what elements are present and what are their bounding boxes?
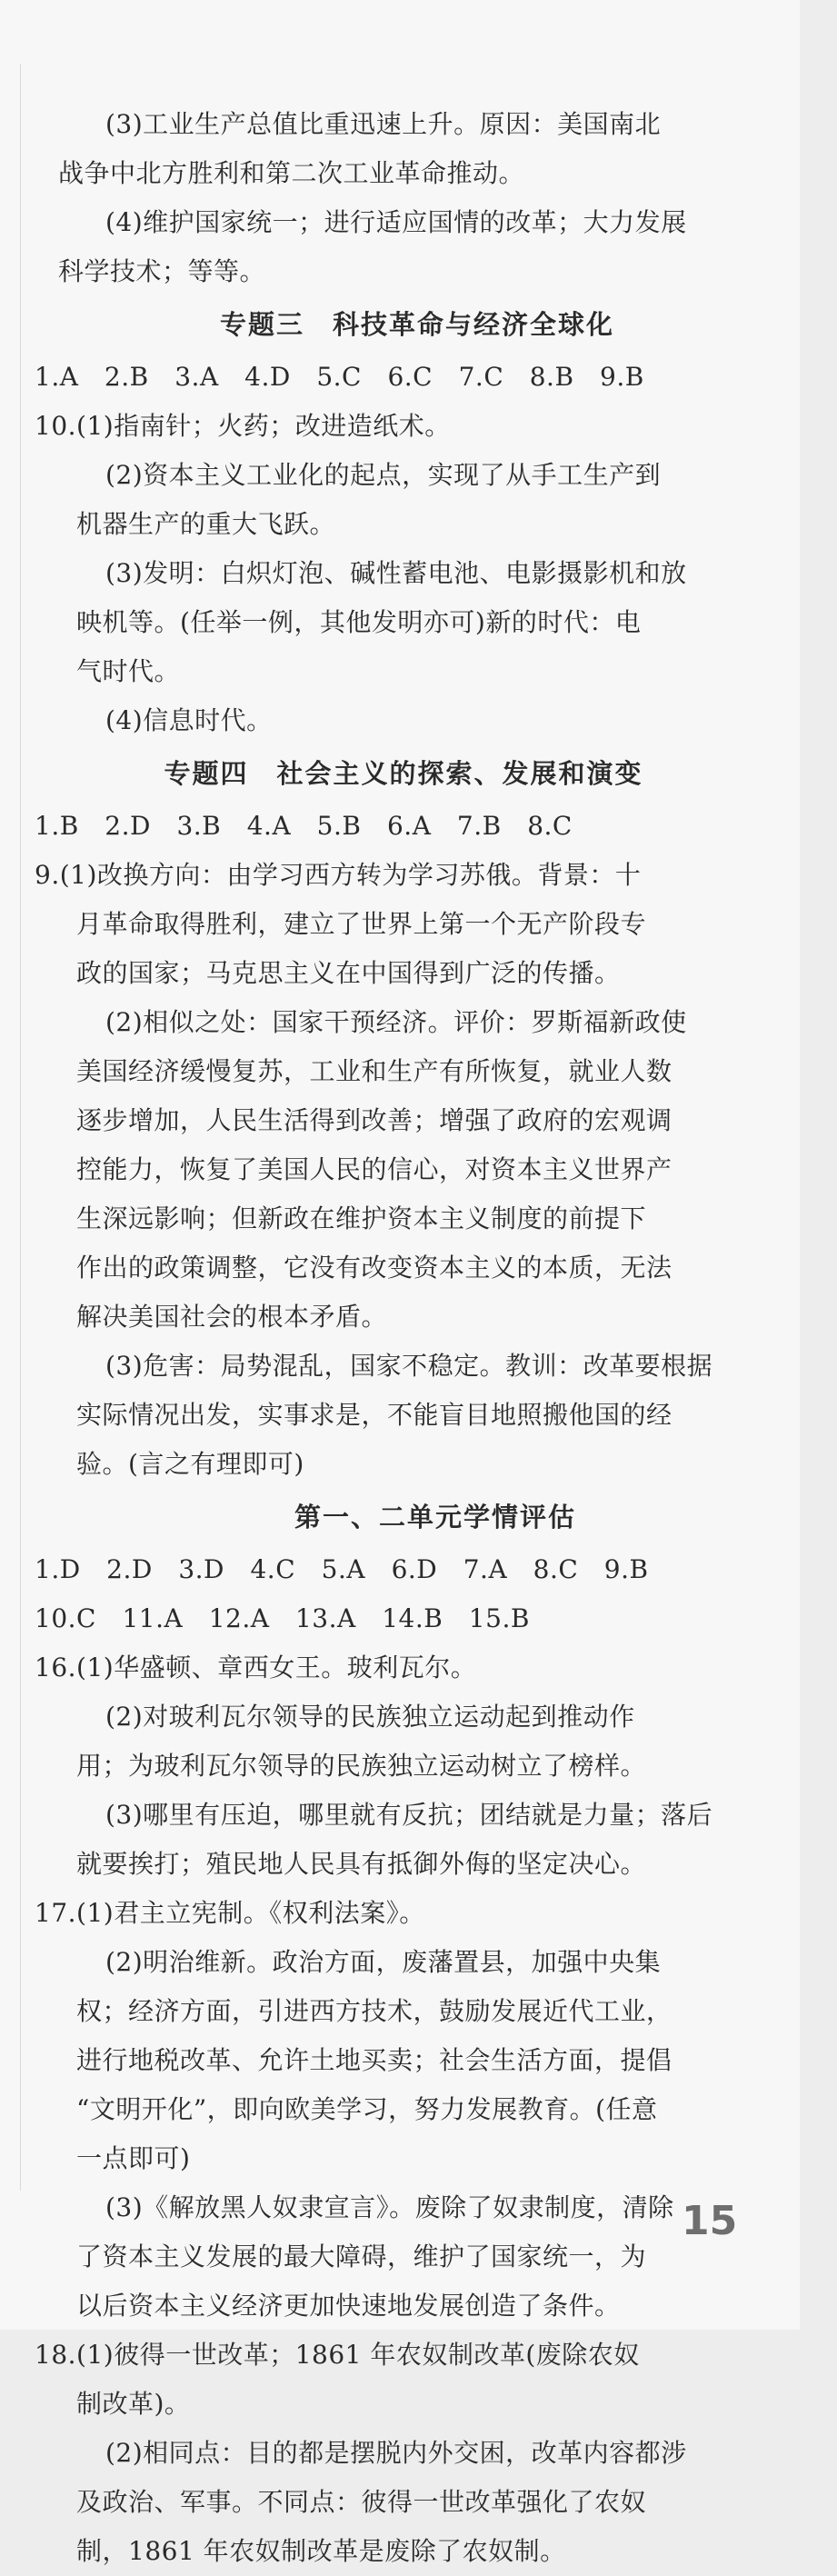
text-line: 用；为玻利瓦尔领导的民族独立运动树立了榜样。: [76, 1751, 647, 1781]
text-line: “文明开化”，即向欧美学习，努力发展教育。(任意: [76, 2094, 658, 2124]
text-line: 作出的政策调整，它没有改变资本主义的本质，无法: [76, 1253, 673, 1283]
text-line: (3)工业生产总值比重迅速上升。原因：美国南北: [105, 109, 662, 139]
text-line: (3)哪里有压迫，哪里就有反抗；团结就是力量；落后: [105, 1800, 713, 1830]
text-line: (2)资本主义工业化的起点，实现了从手工生产到: [105, 460, 662, 490]
text-line: 及政治、军事。不同点：彼得一世改革强化了农奴: [76, 2487, 647, 2517]
text-line: 17.(1)君主立宪制。《权利法案》。: [35, 1898, 425, 1928]
text-line: 逐步增加，人民生活得到改善；增强了政府的宏观调: [76, 1105, 673, 1135]
text-line: 政的国家；马克思主义在中国得到广泛的传播。: [76, 958, 621, 988]
text-line: 18.(1)彼得一世改革；1861 年农奴制改革(废除农奴: [35, 2340, 640, 2370]
text-line: 生深远影响；但新政在维护资本主义制度的前提下: [76, 1203, 647, 1233]
choice-answers: 1.D 2.D 3.D 4.C 5.A 6.D 7.A 8.C 9.B: [35, 1554, 649, 1584]
text-line: 一点即可): [76, 2143, 191, 2173]
choice-answers: 10.C 11.A 12.A 13.A 14.B 15.B: [35, 1603, 530, 1633]
text-line: 月革命取得胜利，建立了世界上第一个无产阶段专: [76, 909, 647, 939]
text-line: (3)危害：局势混乱，国家不稳定。教训：改革要根据: [105, 1351, 713, 1381]
page-number: 15: [682, 2198, 738, 2244]
text-line: 科学技术；等等。: [58, 256, 266, 286]
text-line: 实际情况出发，实事求是，不能盲目地照搬他国的经: [76, 1400, 673, 1430]
text-line: 制，1861 年农奴制改革是废除了农奴制。: [76, 2536, 566, 2566]
text-line: (3)《解放黑人奴隶宣言》。废除了奴隶制度，清除: [105, 2192, 674, 2222]
text-line: 9.(1)改换方向：由学习西方转为学习苏俄。背景：十: [35, 860, 642, 890]
text-line: 以后资本主义经济更加快速地发展创造了条件。: [76, 2291, 621, 2321]
text-line: 解决美国社会的根本矛盾。: [76, 1302, 388, 1332]
text-line: 战争中北方胜利和第二次工业革命推动。: [58, 158, 525, 188]
text-line: 美国经济缓慢复苏，工业和生产有所恢复，就业人数: [76, 1056, 673, 1086]
text-line: 机器生产的重大飞跃。: [76, 509, 336, 539]
text-line: 就要挨打；殖民地人民具有抵御外侮的坚定决心。: [76, 1849, 647, 1879]
text-line: 映机等。(任举一例，其他发明亦可)新的时代：电: [76, 607, 642, 637]
text-line: 气时代。: [76, 656, 181, 686]
text-line: 了资本主义发展的最大障碍，维护了国家统一，为: [76, 2242, 647, 2271]
text-line: 制改革)。: [76, 2389, 191, 2419]
section-heading: 专题四 社会主义的探索、发展和演变: [164, 758, 643, 789]
text-line: 验。(言之有理即可): [76, 1449, 304, 1479]
text-line: 10.(1)指南针；火药；改进造纸术。: [35, 411, 451, 441]
text-line: (4)维护国家统一；进行适应国情的改革；大力发展: [105, 207, 687, 237]
answer-content: [35, 100, 749, 2576]
text-line: 进行地税改革、允许土地买卖；社会生活方面，提倡: [76, 2045, 673, 2075]
text-line: (3)发明：白炽灯泡、碱性蓄电池、电影摄影机和放: [105, 558, 687, 588]
section-heading: 专题三 科技革命与经济全球化: [219, 309, 614, 340]
text-line: (4)信息时代。: [105, 705, 273, 735]
text-line: (2)明治维新。政治方面，废藩置县，加强中央集: [105, 1947, 662, 1977]
page-fold-line: [20, 64, 21, 2191]
choice-answers: 1.B 2.D 3.B 4.A 5.B 6.A 7.B 8.C: [35, 811, 573, 841]
section-heading: 第一、二单元学情评估: [294, 1502, 576, 1533]
text-line: 控能力，恢复了美国人民的信心，对资本主义世界产: [76, 1154, 673, 1184]
text-line: (2)对玻利瓦尔领导的民族独立运动起到推动作: [105, 1702, 635, 1732]
text-line: 权；经济方面，引进西方技术，鼓励发展近代工业，: [76, 1996, 673, 2026]
choice-answers: 1.A 2.B 3.A 4.D 5.C 6.C 7.C 8.B 9.B: [35, 362, 644, 392]
text-line: (2)相似之处：国家干预经济。评价：罗斯福新政使: [105, 1007, 687, 1037]
text-line: (2)相同点：目的都是摆脱内外交困，改革内容都涉: [105, 2438, 687, 2468]
text-line: 16.(1)华盛顿、章西女王。玻利瓦尔。: [35, 1652, 477, 1682]
